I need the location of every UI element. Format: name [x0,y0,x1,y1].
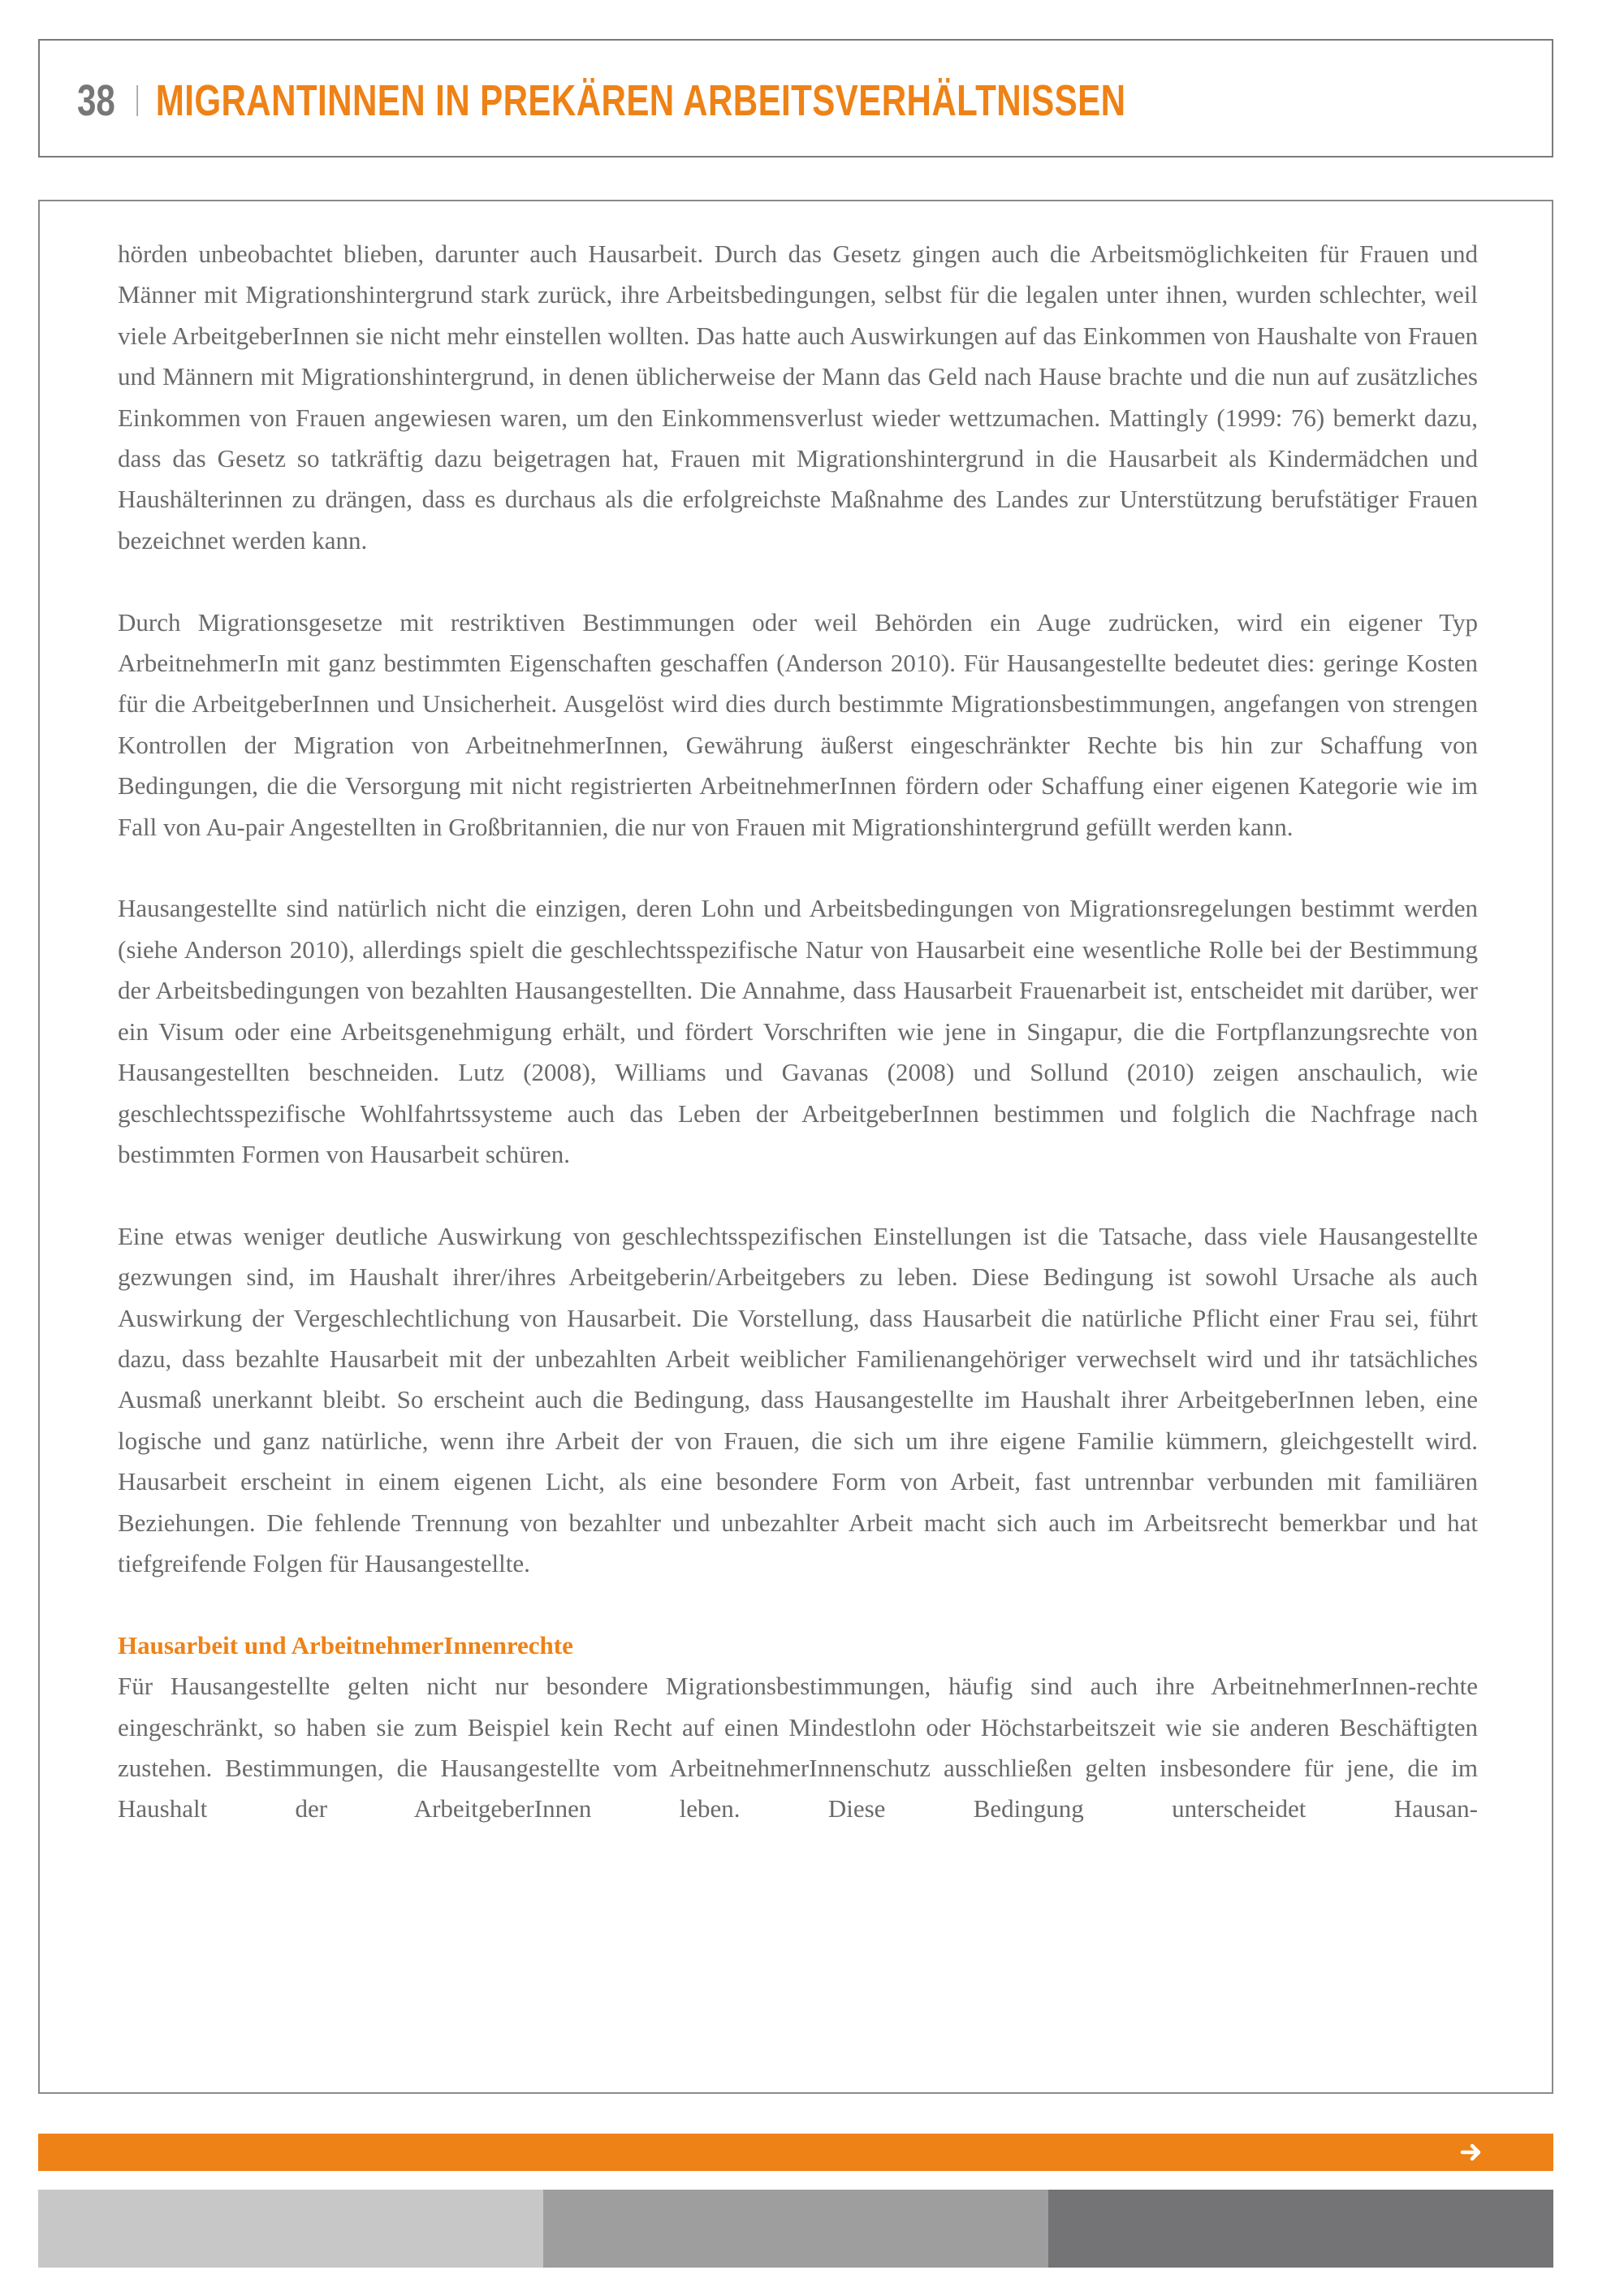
section-paragraph: Für Hausangestellte gelten nicht nur besondere Migrationsbestimmungen, häufig sind auch ihre ArbeitnehmerInnen-rechte eingeschränkt, so haben sie zum Beispiel kein Recht auf einen Mindestlohn oder Höchstarbeitszeit wie sie anderen Beschäftigten zustehen. Bestimmungen, die Hausangestellte vom ArbeitnehmerInnenschutz ausschließen gelten insbesondere für jene, die im Haushalt der ArbeitgeberInnen leben. Diese Bedingung unterscheidet Hausan- [118,1672,1478,1823]
header-divider [136,85,138,116]
main-text-frame [38,200,1553,2094]
footer-strip-medium [543,2190,1048,2268]
paragraph-4: Eine etwas weniger deutliche Auswirkung von geschlechtsspezifischen Einstellungen ist die Tatsache, dass viele Hausangestellte gezwungen sind, im Haushalt ihrer/ihres Arbeitgeberin/Arbeitgebers zu leben. Diese Bedingung ist sowohl Ursache als auch Auswirkung der Vergeschlechtlichung von Hausarbeit. Die Vorstellung, dass Hausarbeit die natürliche Pflicht einer Frau sei, führt dazu, dass bezahlte Hausarbeit mit der unbezahlten Arbeit weiblicher Familienangehöriger verwechselt wird und ihr tatsächliches Ausmaß unerkannt bleibt. So erscheint auch die Bedingung, dass Hausangestellte im Haushalt ihrer ArbeitgeberInnen leben, eine logische und ganz natürliche, wenn ihre Arbeit der von Frauen, die sich um ihre eigene Familie kümmern, gleichgestellt wird. Hausarbeit erscheint in einem eigenen Licht, als eine besondere Form von Arbeit, fast untrennbar verbunden mit familiären Beziehungen. Die fehlende Trennung von bezahlter und unbezahlter Arbeit macht sich auch im Arbeitsrecht bemerkbar und hat tiefgreifende Folgen für Hausangestellte. [118,1221,1478,1577]
page-header [38,39,1553,158]
footer-strip-dark [1048,2190,1553,2268]
paragraph-1: hörden unbeobachtet blieben, darunter auch Hausarbeit. Durch das Gesetz gingen auch die Arbeitsmöglichkeiten für Frauen und Männer mit Migrationshintergrund stark zurück, ihre Arbeitsbedingungen, selbst für die legalen unter ihnen, wurden schlechter, weil viele ArbeitgeberInnen sie nicht mehr einstellen wollten. Das hatte auch Auswirkungen auf das Einkommen von Haushalte von Frauen und Männern mit Migrationshintergrund, in denen üblicherweise der Mann das Geld nach Hause brachte und die nun auf zusätzliches Einkommen von Frauen angewiesen waren, um den Einkommensverlust wieder wettzumachen. Mattingly (1999: 76) bemerkt dazu, dass das Gesetz so tatkräftig dazu beigetragen hat, Frauen mit Migrationshintergrund in die Hausarbeit als Kindermädchen und Haushälterinnen zu drängen, dass es durchaus als die erfolgreichste Maßnahme des Landes zur Unterstützung berufstätiger Frauen bezeichnet werden kann. [118,240,1478,555]
footer-navigation-bar [38,2134,1553,2171]
page-number: 38 [77,76,115,125]
header-content [77,78,1125,123]
paragraph-3: Hausangestellte sind natürlich nicht die einzigen, deren Lohn und Arbeitsbedingungen von Migrationsregelungen bestimmt werden (siehe Anderson 2010), allerdings spielt die geschlechtsspezifische Natur von Hausarbeit eine wesentliche Rolle bei der Bestimmung der Arbeitsbedingungen von bezahlten Hausangestellten. Die Annahme, dass Hausarbeit Frauenarbeit ist, entscheidet mit darüber, wer ein Visum oder eine Arbeitsgenehmigung erhält, und fördert Vorschriften wie jene in Singapur, die die Fortpflanzungsrechte von Hausangestellten beschneiden. Lutz (2008), Williams und Gavanas (2008) und Sollund (2010) zeigen anschaulich, wie geschlechtsspezifische Wohlfahrtssysteme auch das Leben der ArbeitgeberInnen bestimmen und folglich die Nachfrage nach bestimmten Formen von Hausarbeit schüren. [118,894,1478,1168]
footer-strip-light [38,2190,543,2268]
paragraph-2: Durch Migrationsgesetze mit restriktiven Bestimmungen oder weil Behörden ein Auge zudrücken, wird ein eigener Typ ArbeitnehmerIn mit ganz bestimmten Eigenschaften geschaffen (Anderson 2010). Für Hausangestellte bedeutet dies: geringe Kosten für die ArbeitgeberInnen und Unsicherheit. Ausgelöst wird dies durch bestimmte Migrationsbestimmungen, angefangen von strengen Kontrollen der Migration von ArbeitnehmerInnen, Gewährung äußerst eingeschränkter Rechte bis hin zur Schaffung von Bedingungen, die die Versorgung mit nicht registrierten ArbeitnehmerInnen fördern oder Schaffung einer eigenen Kategorie wie im Fall von Au-pair Angestellten in Großbritannien, die nur von Frauen mit Migrationshintergrund gefüllt werden kann. [118,607,1478,841]
article-body [118,234,1478,1830]
footer-color-strips [38,2190,1553,2268]
chapter-title: MIGRANTINNEN IN PREKÄREN ARBEITSVERHÄLTNISSEN [155,76,1126,125]
arrow-right-icon[interactable] [1459,2140,1484,2164]
section-heading: Hausarbeit und ArbeitnehmerInnenrechte [118,1630,573,1659]
